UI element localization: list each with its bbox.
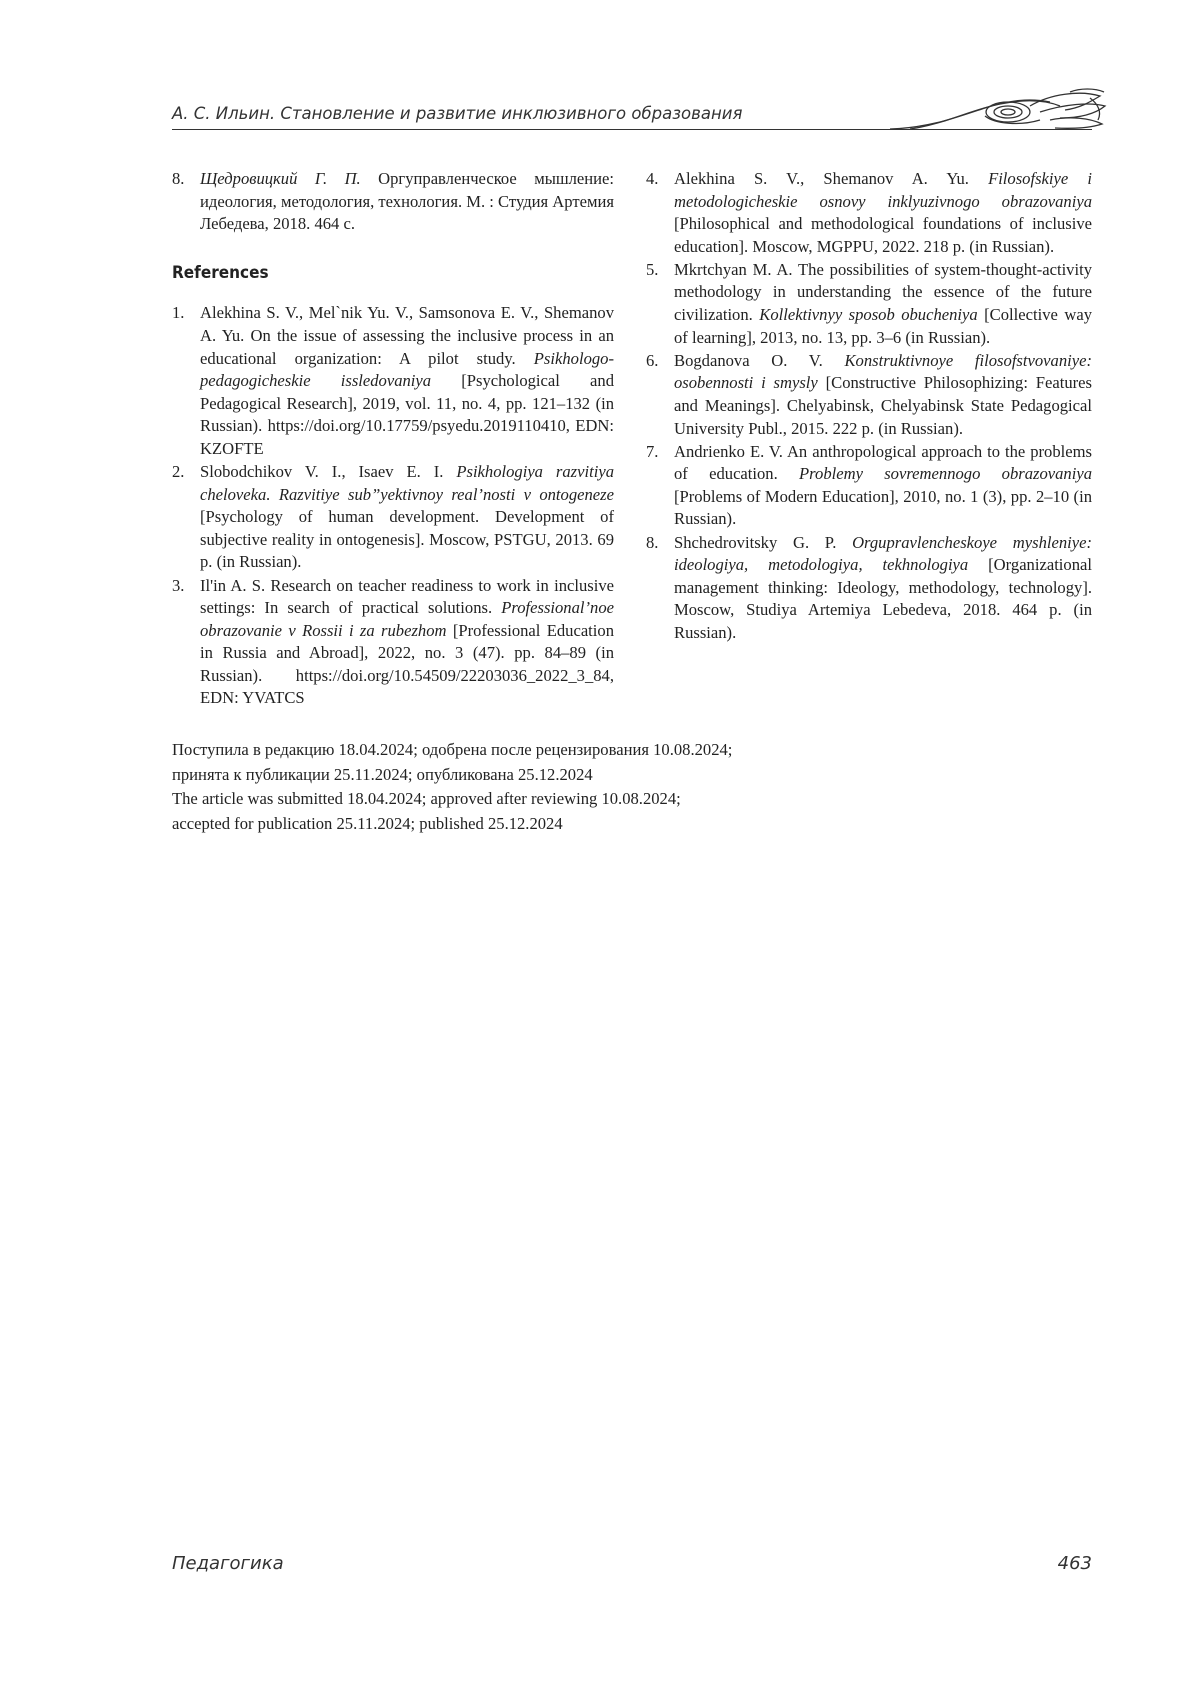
reference-text: Bogdanova O. V.	[674, 350, 845, 370]
reference-source: Problemy sovremennogo obrazovaniya	[799, 464, 1092, 484]
reference-text: [Psychology of human development. Development of subjective reality in ontogenesis]. Moscow, PSTGU, 2013. 69 p. (in Russian).	[200, 507, 614, 572]
dates-en-line: The article was submitted 18.04.2024; approved after reviewing 10.08.2024;	[172, 789, 681, 808]
page-number: 463	[1057, 1553, 1092, 1574]
reference-text: Alekhina S. V., Shemanov A. Yu.	[674, 169, 989, 188]
reference-text: Slobodchikov V. I., Isaev E. I.	[200, 462, 457, 482]
header-rule	[172, 129, 1092, 130]
reference-item	[172, 575, 614, 711]
reference-text: Alekhina S. V., Mel`nik Yu. V., Samsonova E. V., Shemanov A. Yu. On the issue of assessing the inclusive process in an educational organization: A pilot study.	[200, 303, 614, 368]
dates-ru-line: Поступила в редакцию 18.04.2024; одобрена после рецензирования 10.08.2024;	[172, 740, 733, 759]
reference-item	[646, 532, 1092, 645]
reference-text: Shchedrovitsky G. P.	[674, 532, 853, 552]
running-title: А. С. Ильин. Становление и развитие инклюзивного образования	[172, 104, 743, 123]
left-column	[172, 168, 614, 711]
reference-source: Psikhologo-pedagogicheskie issledovaniya	[200, 348, 614, 391]
dates-en-line: accepted for publication 25.11.2024; published 25.12.2024	[172, 813, 563, 833]
reference-number: 7.	[646, 441, 659, 461]
reference-text: [Philosophical and methodological foundations of inclusive education]. Moscow, MGPPU, 2022. 218 p. (in Russian).	[674, 214, 1092, 256]
reference-text: Andrienko E. V. An anthropological approach to the problems of education.	[674, 441, 1092, 484]
running-header	[172, 86, 1092, 136]
reference-item	[646, 259, 1092, 349]
reference-text: [Psychological and Pedagogical Research], 2019, vol. 11, no. 4, pp. 121–132 (in Russian). https://doi.org/10.17759/psyedu.2019110410, EDN: KZOFTE	[200, 371, 614, 458]
reference-text: [Problems of Modern Education], 2010, no. 1 (3), pp. 2–10 (in Russian).	[674, 486, 1092, 529]
reference-number: 5.	[646, 259, 659, 279]
reference-text: [Professional Education in Russia and Abroad], 2022, no. 3 (47). pp. 84–89 (in Russian). https://doi.org/10.54509/22203036_2022_3_84, EDN: YVATCS	[200, 620, 614, 708]
reference-item	[646, 168, 1092, 258]
reference-text: Оргуправленческое мышление: идеология, методология, технология. М. : Студия Артемия Лебедева, 2018. 464 с.	[200, 169, 615, 234]
reference-text: [Organizational management thinking: Ideology, methodology, technology]. Moscow, Studiya Artemiya Lebedeva, 2018. 464 p. (in Russian).	[674, 555, 1092, 642]
reference-number: 8.	[646, 532, 659, 552]
reference-number: 2.	[172, 462, 185, 482]
reference-source: Filosofskiye i metodologicheskie osnovy inklyuzivnogo obrazovaniya	[674, 169, 1092, 211]
reference-author: Щедровицкий Г. П.	[200, 169, 361, 188]
reference-number: 6.	[646, 350, 659, 370]
reference-text: [Constructive Philosophizing: Features and Meanings]. Chelyabinsk, Chelyabinsk State Pedagogical University Publ., 2015. 222 p. (in Russian).	[674, 373, 1092, 438]
reference-source: Konstruktivnoye filosofstvovaniye: osobennosti i smysly	[674, 350, 1092, 393]
reference-source: Orgupravlencheskoye myshleniye: ideologiya, metodologiya, tekhnologiya	[674, 532, 1093, 575]
reference-number: 4.	[646, 169, 659, 188]
reference-item	[646, 441, 1092, 531]
references-heading: References	[172, 262, 269, 283]
reference-text: Il'in A. S. Research on teacher readiness to work in inclusive settings: In search of practical solutions.	[200, 575, 614, 618]
reference-source: Professional’noe obrazovanie v Rossii i za rubezhom	[200, 598, 614, 640]
reference-text: Mkrtchyan M. A. The possibilities of system-thought-activity methodology in understanding the essence of the future civilization.	[674, 259, 1092, 325]
page-footer	[172, 1553, 1092, 1583]
reference-text: [Collective way of learning], 2013, no. 13, pp. 3–6 (in Russian).	[674, 305, 1092, 347]
reference-item	[646, 350, 1092, 440]
dates-ru-line: принята к публикации 25.11.2024; опубликована 25.12.2024	[172, 764, 593, 784]
journal-section: Педагогика	[172, 1553, 284, 1574]
reference-number: 3.	[172, 575, 185, 595]
reference-number: 8.	[172, 169, 185, 188]
reference-item	[172, 461, 614, 574]
reference-item	[172, 168, 614, 236]
publication-dates	[172, 738, 872, 836]
reference-number: 1.	[172, 303, 185, 323]
reference-source: Kollektivnyy sposob obucheniya	[759, 305, 978, 325]
right-column	[646, 168, 1092, 645]
reference-source: Psikhologiya razvitiya cheloveka. Razvitiye sub”yektivnoy real’nosti v ontogeneze	[200, 462, 614, 504]
reference-item	[172, 302, 614, 460]
